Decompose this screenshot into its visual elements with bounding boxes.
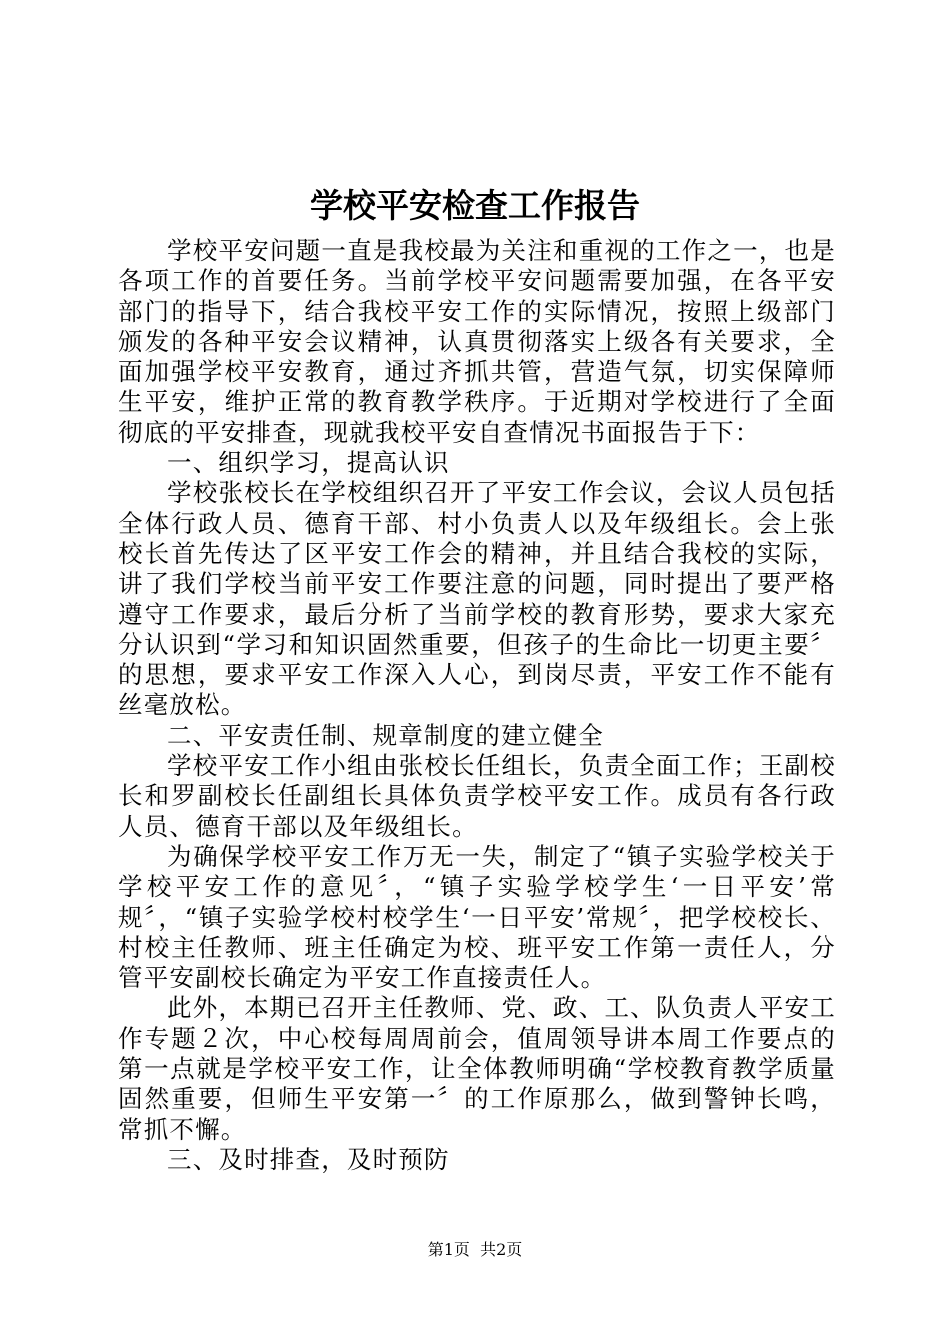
section-heading-1: 一、组织学习，提高认识	[167, 448, 450, 478]
section-2-paragraph-2: 为确保学校平安工作万无一失，制定了“镇子实验学校关于学校平安工作的意见〞，“镇子实验学校学生‘一日平安’常规〞，“镇子实验学校村校学生‘一日平安’常规〞，把学校校长、村校主任教师、班主任确定为校、班平安工作第一责任人，分管平安副校长确定为平安工作直接责任人。	[118, 841, 836, 993]
intro-paragraph: 学校平安问题一直是我校最为关注和重视的工作之一，也是各项工作的首要任务。当前学校平安问题需要加强，在各平安部门的指导下，结合我校平安工作的实际情况，按照上级部门颁发的各种平安会议精神，认真贯彻落实上级各有关要求，全面加强学校平安教育，通过齐抓共管，营造气氛，切实保障师生平安，维护正常的教育教学秩序。于近期对学校进行了全面彻底的平安排查，现就我校平安自查情况书面报告于下：	[118, 236, 836, 447]
section-2-paragraph-1: 学校平安工作小组由张校长任组长，负责全面工作；王副校长和罗副校长任副组长具体负责学校平安工作。成员有各行政人员、德育干部以及年级组长。	[118, 751, 836, 841]
page-total: 共2页	[480, 1240, 523, 1259]
section-1-paragraph: 学校张校长在学校组织召开了平安工作会议，会议人员包括全体行政人员、德育干部、村小负责人以及年级组长。会上张校长首先传达了区平安工作会的精神，并且结合我校的实际，讲了我们学校当前平安工作要注意的问题，同时提出了要严格遵守工作要求，最后分析了当前学校的教育形势，要求大家充分认识到“学习和知识固然重要，但孩子的生命比一切更主要〞的思想，要求平安工作深入人心，到岗尽责，平安工作不能有丝毫放松。	[118, 478, 836, 720]
document-title: 学校平安检查工作报告	[310, 186, 640, 225]
page-footer	[0, 1238, 950, 1262]
section-heading-2: 二、平安责任制、规章制度的建立健全	[167, 720, 604, 750]
section-2-paragraph-3: 此外，本期已召开主任教师、党、政、工、队负责人平安工作专题２次，中心校每周周前会，值周领导讲本周工作要点的第一点就是学校平安工作，让全体教师明确“学校教育教学质量固然重要，但师生平安第一〞的工作原那么，做到警钟长鸣，常抓不懈。	[118, 993, 836, 1144]
section-heading-3: 三、及时排查，及时预防	[167, 1144, 450, 1174]
document-body	[118, 236, 836, 1175]
page-number: 第1页	[427, 1240, 470, 1259]
